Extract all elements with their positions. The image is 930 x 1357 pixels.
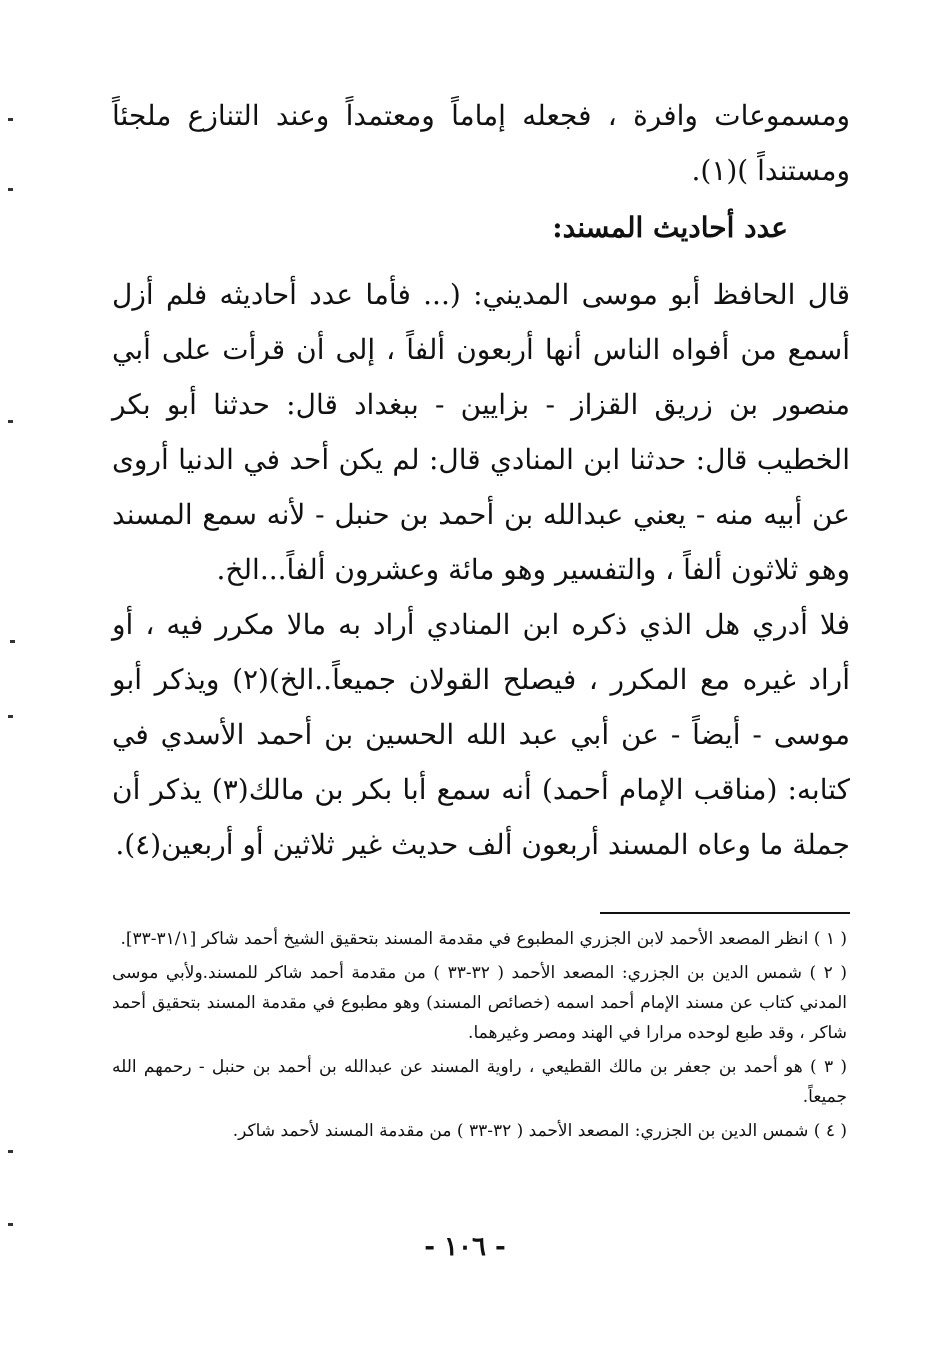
margin-mark bbox=[8, 118, 13, 121]
paragraph-3-block bbox=[112, 597, 850, 872]
margin-mark bbox=[8, 188, 13, 191]
margin-mark bbox=[10, 640, 15, 643]
footnote-1: ( ١ ) انظر المصعد الأحمد لابن الجزري المطبوع في مقدمة المسند بتحقيق الشيخ أحمد شاكر [٣١/١-٣٣]. bbox=[120, 929, 847, 949]
margin-mark bbox=[8, 1150, 13, 1153]
margin-mark bbox=[8, 715, 13, 718]
margin-mark bbox=[8, 1223, 13, 1226]
footnote-separator bbox=[600, 912, 850, 914]
margin-mark bbox=[8, 420, 13, 423]
paragraph-2-block bbox=[112, 267, 850, 597]
footnote-3: ( ٣ ) هو أحمد بن جعفر بن مالك القطيعي ، راوية المسند عن عبدالله بن أحمد بن حنبل - رحمهم الله جميعاً. bbox=[112, 1057, 847, 1107]
footnote-4: ( ٤ ) شمس الدين بن الجزري: المصعد الأحمد ( ٣٢-٣٣ ) من مقدمة المسند لأحمد شاكر. bbox=[232, 1121, 847, 1141]
footnotes bbox=[112, 924, 847, 1150]
paragraph-2: قال الحافظ أبو موسى المديني: (... فأما عدد أحاديثه فلم أزل أسمع من أفواه الناس أنها أربعون ألفاً ، إلى أن قرأت على أبي منصور بن زريق القزاز - بزايين - ببغداد قال: حدثنا أبو بكر الخطيب قال: حدثنا ابن المنادي قال: لم يكن أحد في الدنيا أروى عن أبيه منه - يعني عبدالله بن أحمد بن حنبل - لأنه سمع المسند وهو ثلاثون ألفاً ، والتفسير وهو مائة وعشرون ألفاً...الخ. bbox=[112, 278, 850, 586]
page-number: - ١٠٦ - bbox=[424, 1232, 506, 1262]
paragraph-3: فلا أدري هل الذي ذكره ابن المنادي أراد به مالا مكرر فيه ، أو أراد غيره مع المكرر ، فيصلح القولان جميعاً..الخ)(٢) ويذكر أبو موسى - أيضاً - عن أبي عبد الله الحسين بن أحمد الأسدي في كتابه: (مناقب الإمام أحمد) أنه سمع أبا بكر بن مالك(٣) يذكر أن جملة ما وعاه المسند أربعون ألف حديث غير ثلاثين أو أربعين(٤). bbox=[112, 608, 851, 861]
footnote-2: ( ٢ ) شمس الدين بن الجزري: المصعد الأحمد ( ٣٢-٣٣ ) من مقدمة أحمد شاكر للمسند.ولأبي موسى المدني كتاب عن مسند الإمام أحمد اسمه (خصائص المسند) وهو مطبوع في مقدمة المسند بتحقيق أحمد شاكر ، وقد طبع لوحده مرارا في الهند ومصر وغيرهما. bbox=[112, 963, 847, 1043]
opening-paragraph-block bbox=[112, 88, 850, 198]
section-heading: عدد أحاديث المسند: bbox=[552, 211, 788, 244]
opening-paragraph: ومسموعات وافرة ، فجعله إماماً ومعتمداً وعند التنازع ملجئاً ومستنداً )(١). bbox=[112, 99, 850, 187]
